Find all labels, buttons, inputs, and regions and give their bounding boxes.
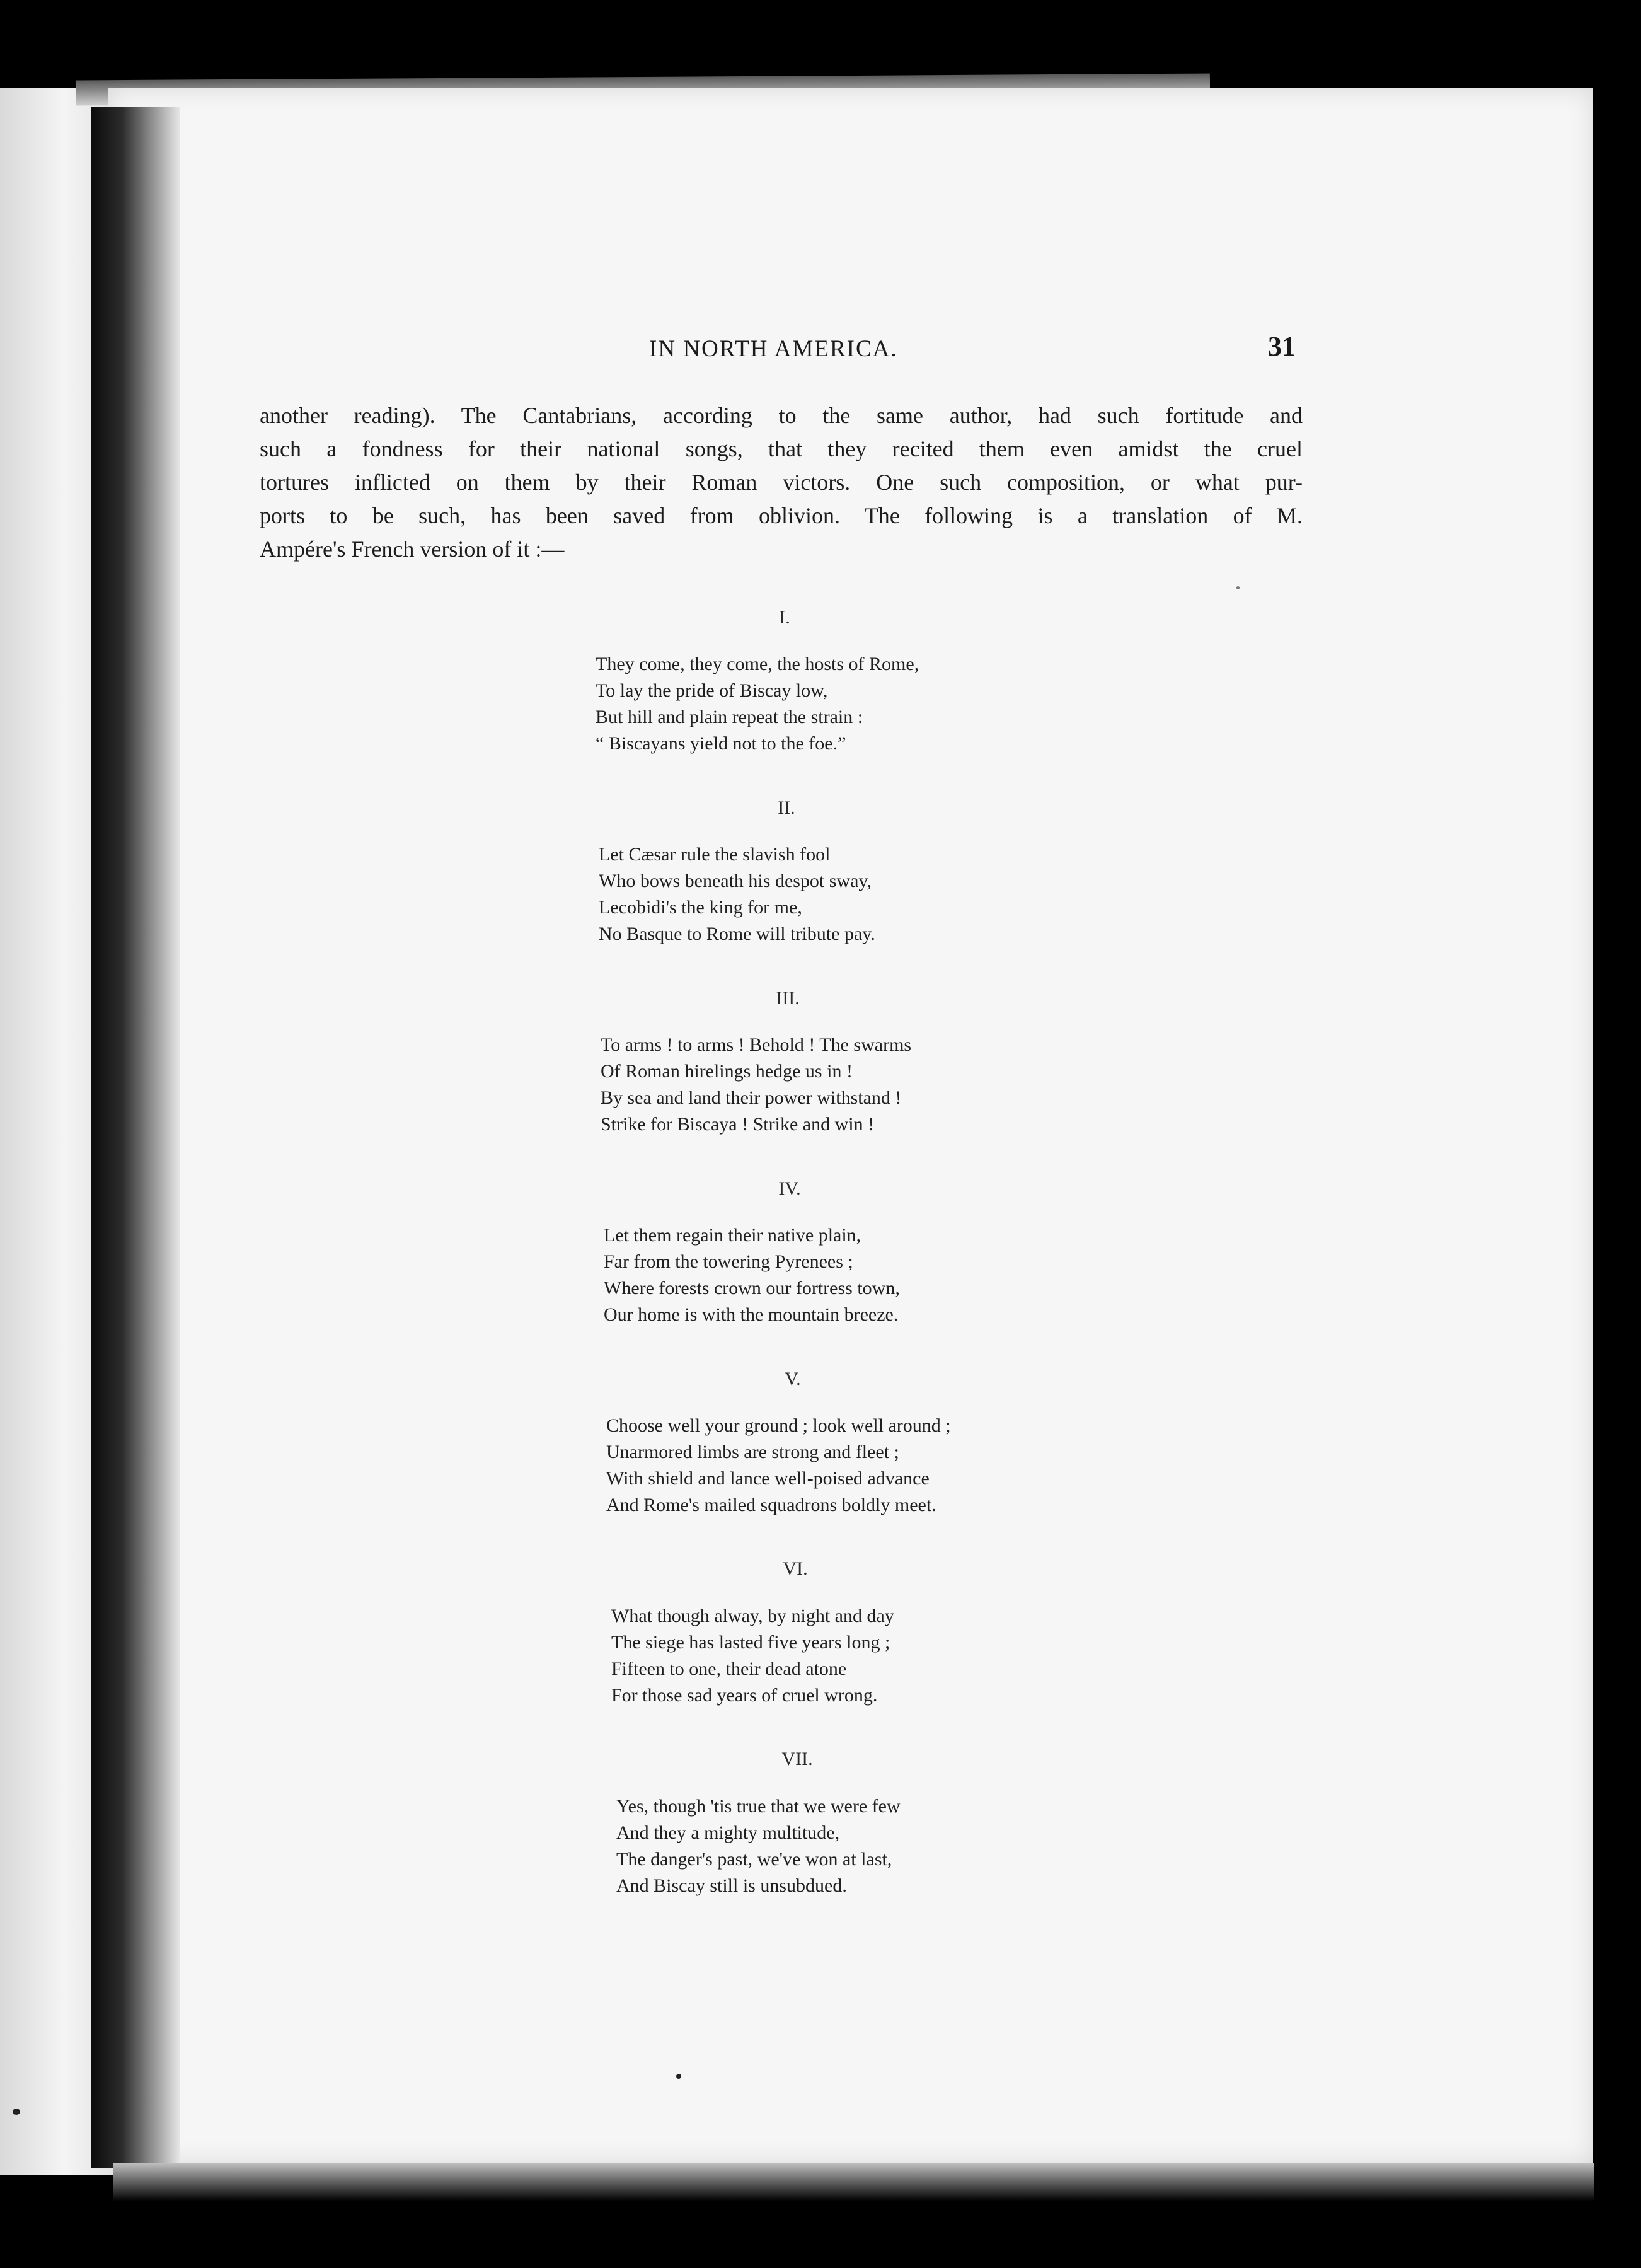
prose-line: ports to be such, has been saved from oblivion. The following is a translation of M.: [260, 503, 1303, 528]
stanza-5: [606, 1413, 951, 1519]
stanza-numeral: II.: [778, 797, 795, 818]
stanza-numeral: III.: [776, 988, 800, 1009]
stanza-numeral: VII.: [781, 1749, 813, 1769]
verse-line: What though alway, by night and day: [611, 1606, 894, 1626]
verse-line: Let them regain their native plain,: [604, 1225, 861, 1246]
verse-line: Who bows beneath his despot sway,: [599, 871, 872, 891]
stanza-4: [604, 1222, 900, 1328]
verse-line: The siege has lasted five years long ;: [611, 1632, 890, 1653]
bottom-page-shadow: [113, 2163, 1594, 2201]
prose-line: tortures inflicted on them by their Roman victors. One such composition, or what pur-: [260, 470, 1303, 495]
ink-speck: [676, 2074, 681, 2079]
verse-line: The danger's past, we've won at last,: [616, 1849, 892, 1870]
page-number: 31: [1268, 331, 1296, 362]
verse-line: And they a mighty multitude,: [616, 1822, 840, 1843]
verse-line: Unarmored limbs are strong and fleet ;: [606, 1442, 899, 1462]
stanza-numeral: VI.: [783, 1558, 808, 1579]
verse-line: Where forests crown our fortress town,: [604, 1278, 900, 1299]
verse-line: To lay the pride of Biscay low,: [596, 680, 828, 701]
book-gutter-shadow: [91, 107, 180, 2168]
stanza-7: [616, 1793, 901, 1899]
verse-line: To arms ! to arms ! Behold ! The swarms: [601, 1034, 912, 1055]
page-header: [0, 331, 1641, 373]
verse-line: “ Biscayans yield not to the foe.”: [596, 733, 846, 754]
running-head: IN NORTH AMERICA.: [649, 336, 898, 362]
verse-line: No Basque to Rome will tribute pay.: [599, 923, 875, 944]
stanza-numeral: I.: [779, 607, 790, 628]
stanza-2: [599, 842, 875, 947]
verse-line: For those sad years of cruel wrong.: [611, 1685, 878, 1706]
verse-line: With shield and lance well-poised advance: [606, 1468, 930, 1489]
intro-paragraph: [260, 399, 1303, 566]
verse-line: They come, they come, the hosts of Rome,: [596, 654, 919, 674]
stanza-numeral: IV.: [778, 1178, 801, 1199]
verse-line: But hill and plain repeat the strain :: [596, 707, 863, 727]
prose-line: Ampére's French version of it :—: [260, 536, 565, 562]
prose-line: such a fondness for their national songs, that they recited them even amidst the cruel: [260, 436, 1303, 461]
verse-line: By sea and land their power withstand !: [601, 1087, 902, 1108]
stanza-6: [611, 1603, 894, 1709]
ink-speck: [13, 2109, 20, 2115]
verse-line: And Rome's mailed squadrons boldly meet.: [606, 1495, 936, 1515]
verse-line: Fifteen to one, their dead atone: [611, 1658, 847, 1679]
verse-line: Our home is with the mountain breeze.: [604, 1304, 899, 1325]
verse-line: Lecobidi's the king for me,: [599, 897, 802, 918]
stanza-1: [596, 651, 919, 757]
verse-line: And Biscay still is unsubdued.: [616, 1875, 847, 1896]
verse-line: Far from the towering Pyrenees ;: [604, 1251, 853, 1272]
stanza-3: [601, 1032, 911, 1138]
verse-line: Of Roman hirelings hedge us in !: [601, 1061, 853, 1082]
verse-line: Choose well your ground ; look well around ;: [606, 1415, 951, 1436]
prose-line: another reading). The Cantabrians, according to the same author, had such fortitude and: [260, 403, 1303, 428]
stanza-numeral: V.: [785, 1368, 801, 1389]
verse-line: Yes, though 'tis true that we were few: [616, 1796, 901, 1817]
verse-line: Strike for Biscaya ! Strike and win !: [601, 1114, 875, 1135]
ink-speck: [1236, 586, 1240, 589]
verse-line: Let Cæsar rule the slavish fool: [599, 844, 831, 865]
